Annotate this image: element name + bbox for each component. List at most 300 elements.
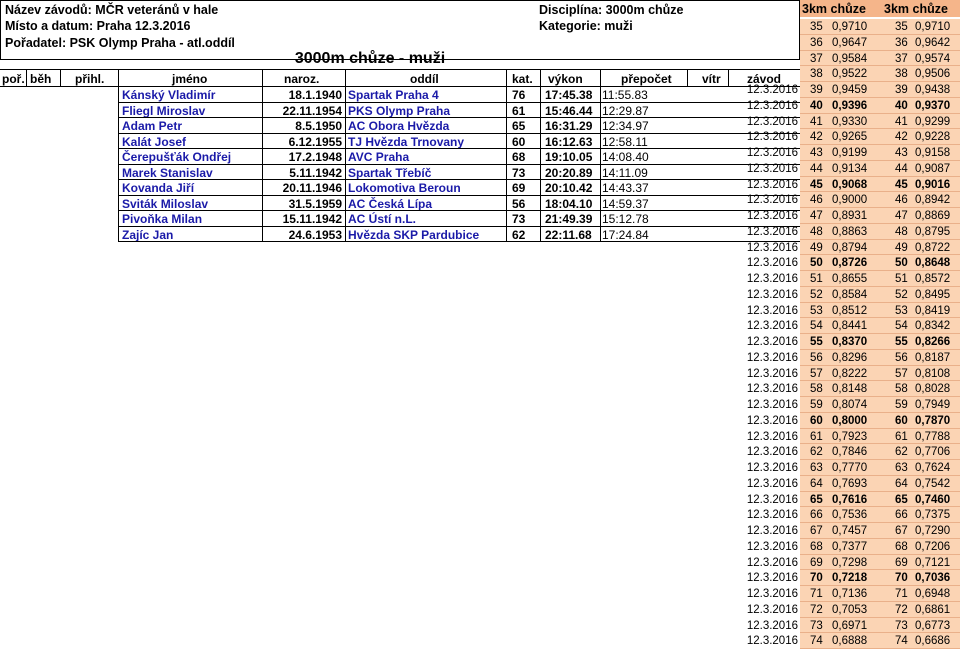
age-a: 47 bbox=[810, 210, 823, 222]
page-title: 3000m chůze - muži bbox=[294, 50, 446, 67]
coef-a: 0,8512 bbox=[832, 304, 868, 317]
age-b: 47 bbox=[895, 210, 908, 222]
coef-b: 0,9574 bbox=[915, 52, 951, 65]
converted-time: 17:24.84 bbox=[602, 227, 649, 242]
club: Lokomotiva Beroun bbox=[348, 181, 461, 195]
coef-a: 0,8655 bbox=[832, 273, 868, 285]
coef-row bbox=[740, 539, 960, 555]
coef-row bbox=[740, 570, 960, 586]
coef-b: 0,7624 bbox=[915, 462, 951, 474]
coef-row bbox=[740, 271, 960, 287]
age-a: 66 bbox=[810, 509, 823, 522]
age-a: 73 bbox=[810, 619, 823, 632]
age-b: 64 bbox=[895, 477, 908, 490]
coef-row bbox=[740, 429, 960, 445]
coef-row bbox=[740, 240, 960, 256]
coef-a: 0,8074 bbox=[832, 399, 868, 411]
birth-date: 24.6.1953 bbox=[288, 227, 342, 242]
age-a: 51 bbox=[810, 273, 823, 285]
coef-b: 0,9370 bbox=[915, 99, 951, 112]
coef-a: 0,8726 bbox=[832, 257, 868, 270]
race-date: 12.3.2016 bbox=[746, 336, 798, 348]
race-date: 12.3.2016 bbox=[746, 619, 798, 632]
category-age: 62 bbox=[512, 227, 526, 242]
coef-cells bbox=[800, 586, 960, 602]
coef-b: 0,7375 bbox=[915, 509, 951, 522]
coef-row bbox=[740, 476, 960, 492]
coef-cells bbox=[800, 381, 960, 397]
coef-row bbox=[740, 334, 960, 350]
age-a: 56 bbox=[810, 351, 823, 364]
race-date: 12.3.2016 bbox=[746, 304, 798, 317]
race-date: 12.3.2016 bbox=[746, 273, 798, 285]
age-b: 39 bbox=[895, 84, 908, 96]
coef-a: 0,7616 bbox=[832, 493, 868, 506]
coef-a: 0,8441 bbox=[832, 320, 868, 333]
coef-cells bbox=[800, 507, 960, 523]
converted-time: 12:34.97 bbox=[602, 119, 649, 133]
coef-a: 0,8296 bbox=[832, 351, 868, 364]
coef-a: 0,7923 bbox=[832, 430, 868, 443]
race-date: 12.3.2016 bbox=[746, 84, 798, 96]
column-divider bbox=[506, 87, 507, 242]
age-a: 59 bbox=[810, 399, 823, 411]
coef-b: 0,7036 bbox=[915, 572, 951, 585]
coef-a: 0,8794 bbox=[832, 241, 868, 254]
coef-b: 0,8266 bbox=[915, 336, 951, 348]
col-club: oddíl bbox=[410, 72, 439, 86]
coef-a: 0,9710 bbox=[832, 21, 868, 33]
coef-row bbox=[740, 192, 960, 208]
category: Kategorie: muži bbox=[539, 19, 633, 33]
coef-row bbox=[740, 19, 960, 35]
col-conv: přepočet bbox=[621, 72, 672, 86]
age-a: 64 bbox=[810, 477, 823, 490]
coef-a: 0,7457 bbox=[832, 525, 868, 537]
race-date: 12.3.2016 bbox=[746, 351, 798, 364]
coef-cells bbox=[800, 366, 960, 382]
coef-cells bbox=[800, 429, 960, 445]
age-a: 40 bbox=[810, 99, 823, 112]
coef-b: 0,9016 bbox=[915, 178, 951, 191]
coef-a: 0,6971 bbox=[832, 619, 868, 632]
coef-row bbox=[740, 303, 960, 319]
coef-b: 0,8108 bbox=[915, 367, 951, 380]
race-date: 12.3.2016 bbox=[746, 430, 798, 443]
performance: 15:46.44 bbox=[545, 103, 593, 118]
category-age: 76 bbox=[512, 88, 526, 102]
coef-cells bbox=[800, 129, 960, 145]
coef-cells bbox=[800, 523, 960, 539]
race-date: 12.3.2016 bbox=[746, 525, 798, 537]
coef-b: 0,6861 bbox=[915, 603, 951, 616]
coef-b: 0,8869 bbox=[915, 210, 951, 222]
athlete-name: Zajíc Jan bbox=[122, 227, 174, 242]
age-b: 40 bbox=[895, 99, 908, 112]
coef-row bbox=[740, 555, 960, 571]
age-b: 70 bbox=[895, 572, 908, 585]
coef-a: 0,8584 bbox=[832, 288, 868, 301]
column-divider bbox=[540, 87, 541, 242]
race-date: 12.3.2016 bbox=[746, 194, 798, 207]
coef-a: 0,9584 bbox=[832, 52, 868, 65]
coef-b: 0,8187 bbox=[915, 351, 951, 364]
column-divider bbox=[118, 87, 119, 242]
age-a: 69 bbox=[810, 556, 823, 569]
coef-a: 0,9330 bbox=[832, 115, 868, 128]
age-b: 63 bbox=[895, 462, 908, 474]
coef-a: 0,9522 bbox=[832, 68, 868, 81]
converted-time: 15:12.78 bbox=[602, 212, 649, 226]
age-b: 48 bbox=[895, 225, 908, 238]
age-b: 72 bbox=[895, 603, 908, 616]
athlete-name: Adam Petr bbox=[122, 119, 183, 133]
age-b: 56 bbox=[895, 351, 908, 364]
performance: 20:10.42 bbox=[545, 181, 593, 195]
age-a: 61 bbox=[810, 430, 823, 443]
coef-row bbox=[740, 224, 960, 240]
age-a: 48 bbox=[810, 225, 823, 238]
column-divider bbox=[262, 87, 263, 242]
converted-time: 12:58.11 bbox=[602, 134, 648, 149]
club: Spartak Třebíč bbox=[348, 165, 432, 180]
coef-row bbox=[740, 350, 960, 366]
race-date: 12.3.2016 bbox=[746, 288, 798, 301]
club: AVC Praha bbox=[348, 150, 410, 164]
age-a: 58 bbox=[810, 383, 823, 396]
column-header-row bbox=[0, 69, 800, 87]
coef-row bbox=[740, 66, 960, 82]
place-date: Místo a datum: Praha 12.3.2016 bbox=[5, 19, 191, 33]
converted-time: 14:59.37 bbox=[602, 196, 649, 211]
coef-cells bbox=[800, 51, 960, 67]
converted-time: 14:08.40 bbox=[602, 150, 649, 164]
athlete-name: Marek Stanislav bbox=[122, 165, 213, 180]
category-age: 68 bbox=[512, 150, 526, 164]
coef-cells bbox=[800, 633, 960, 649]
coef-b: 0,9087 bbox=[915, 162, 951, 175]
age-a: 67 bbox=[810, 525, 823, 537]
category-age: 60 bbox=[512, 134, 526, 149]
coef-cells bbox=[800, 397, 960, 413]
birth-date: 8.5.1950 bbox=[295, 119, 342, 133]
club: Spartak Praha 4 bbox=[348, 88, 439, 102]
race-date: 12.3.2016 bbox=[746, 210, 798, 222]
coef-b: 0,8342 bbox=[915, 320, 951, 333]
race-date: 12.3.2016 bbox=[746, 257, 798, 270]
coef-a: 0,8863 bbox=[832, 225, 868, 238]
age-a: 65 bbox=[810, 493, 823, 506]
converted-time: 14:11.09 bbox=[602, 165, 648, 180]
coef-row bbox=[740, 114, 960, 130]
age-b: 36 bbox=[895, 36, 908, 49]
coef-a: 0,9199 bbox=[832, 147, 868, 159]
coef-b: 0,7949 bbox=[915, 399, 951, 411]
club: PKS Olymp Praha bbox=[348, 103, 451, 118]
age-a: 72 bbox=[810, 603, 823, 616]
organizer: Pořadatel: PSK Olymp Praha - atl.oddíl bbox=[5, 36, 235, 50]
race-date: 12.3.2016 bbox=[746, 540, 798, 553]
age-a: 46 bbox=[810, 194, 823, 207]
coef-row bbox=[740, 618, 960, 634]
coef-b: 0,9438 bbox=[915, 84, 951, 96]
age-b: 51 bbox=[895, 273, 908, 285]
coef-b: 0,8419 bbox=[915, 304, 951, 317]
coef-row bbox=[740, 397, 960, 413]
coef-a: 0,8000 bbox=[832, 414, 868, 427]
coef-cells bbox=[800, 114, 960, 130]
performance: 18:04.10 bbox=[545, 196, 593, 211]
coef-cells bbox=[800, 240, 960, 256]
coef-row bbox=[740, 51, 960, 67]
race-date: 12.3.2016 bbox=[746, 320, 798, 333]
athlete-name: Kovanda Jiří bbox=[122, 181, 195, 195]
age-a: 39 bbox=[810, 84, 823, 96]
age-a: 55 bbox=[810, 336, 823, 348]
coef-b: 0,8942 bbox=[915, 194, 951, 207]
coef-b: 0,8722 bbox=[915, 241, 951, 254]
race-date: 12.3.2016 bbox=[746, 115, 798, 128]
coef-cells bbox=[800, 287, 960, 303]
category-age: 65 bbox=[512, 119, 526, 133]
coef-row bbox=[740, 413, 960, 429]
age-a: 57 bbox=[810, 367, 823, 380]
coef-b: 0,9299 bbox=[915, 115, 951, 128]
age-b: 53 bbox=[895, 304, 908, 317]
age-a: 44 bbox=[810, 162, 823, 175]
age-b: 49 bbox=[895, 241, 908, 254]
birth-date: 18.1.1940 bbox=[288, 88, 342, 102]
race-name: Název závodů: MČR veteránů v hale bbox=[5, 3, 219, 17]
coef-b: 0,9506 bbox=[915, 68, 951, 81]
coef-cells bbox=[800, 82, 960, 98]
coef-row bbox=[740, 381, 960, 397]
club: AC Ústí n.L. bbox=[348, 212, 416, 226]
age-b: 66 bbox=[895, 509, 908, 522]
coef-cells bbox=[800, 618, 960, 634]
coef-header-1: 3km chůze bbox=[802, 2, 866, 16]
age-b: 57 bbox=[895, 367, 908, 380]
coef-cells bbox=[800, 208, 960, 224]
coef-row bbox=[740, 633, 960, 649]
race-date: 12.3.2016 bbox=[746, 635, 798, 648]
age-a: 41 bbox=[810, 115, 823, 128]
coef-b: 0,7870 bbox=[915, 414, 951, 427]
club: TJ Hvězda Trnovany bbox=[348, 134, 465, 149]
birth-date: 5.11.1942 bbox=[289, 165, 342, 180]
race-date: 12.3.2016 bbox=[746, 399, 798, 411]
coef-header bbox=[800, 0, 960, 17]
coef-row bbox=[740, 602, 960, 618]
coef-a: 0,7536 bbox=[832, 509, 868, 522]
coef-row bbox=[740, 255, 960, 271]
coef-cells bbox=[800, 555, 960, 571]
category-age: 73 bbox=[512, 165, 526, 180]
birth-date: 17.2.1948 bbox=[288, 150, 342, 164]
birth-date: 20.11.1946 bbox=[282, 181, 342, 195]
col-heat: běh bbox=[30, 72, 52, 86]
coef-cells bbox=[800, 350, 960, 366]
coef-row bbox=[740, 35, 960, 51]
race-date: 12.3.2016 bbox=[746, 446, 798, 459]
coef-row bbox=[740, 366, 960, 382]
column-divider bbox=[345, 87, 346, 242]
coef-cells bbox=[800, 303, 960, 319]
athlete-name: Sviták Miloslav bbox=[122, 196, 209, 211]
category-age: 56 bbox=[512, 196, 526, 211]
age-a: 70 bbox=[810, 572, 823, 585]
coef-b: 0,9228 bbox=[915, 131, 951, 144]
coef-a: 0,9134 bbox=[832, 162, 868, 175]
coef-b: 0,7706 bbox=[915, 446, 951, 459]
race-date: 12.3.2016 bbox=[746, 493, 798, 506]
age-a: 35 bbox=[810, 21, 823, 33]
age-b: 68 bbox=[895, 540, 908, 553]
performance: 20:20.89 bbox=[545, 165, 593, 180]
coef-cells bbox=[800, 177, 960, 193]
coef-cells bbox=[800, 192, 960, 208]
coef-b: 0,6948 bbox=[915, 588, 951, 600]
performance: 16:12.63 bbox=[545, 134, 593, 149]
category-age: 69 bbox=[512, 181, 526, 195]
coef-row bbox=[740, 98, 960, 114]
coef-a: 0,9459 bbox=[832, 84, 868, 96]
coef-row bbox=[740, 161, 960, 177]
birth-date: 31.5.1959 bbox=[288, 196, 342, 211]
coef-b: 0,7206 bbox=[915, 540, 951, 553]
category-age: 73 bbox=[512, 212, 526, 226]
coef-row bbox=[740, 129, 960, 145]
coef-a: 0,7770 bbox=[832, 462, 868, 474]
age-a: 36 bbox=[810, 36, 823, 49]
age-b: 43 bbox=[895, 147, 908, 159]
coef-a: 0,7218 bbox=[832, 572, 868, 585]
coef-a: 0,8931 bbox=[832, 210, 868, 222]
age-a: 54 bbox=[810, 320, 823, 333]
race-date: 12.3.2016 bbox=[746, 147, 798, 159]
birth-date: 6.12.1955 bbox=[288, 134, 342, 149]
coef-a: 0,7377 bbox=[832, 540, 868, 553]
age-b: 55 bbox=[895, 336, 908, 348]
race-date: 12.3.2016 bbox=[746, 225, 798, 238]
age-b: 62 bbox=[895, 446, 908, 459]
race-date: 12.3.2016 bbox=[746, 603, 798, 616]
age-b: 35 bbox=[895, 21, 908, 33]
age-a: 53 bbox=[810, 304, 823, 317]
age-a: 52 bbox=[810, 288, 823, 301]
col-wind: vítr bbox=[702, 72, 721, 86]
category-age: 61 bbox=[512, 103, 526, 118]
race-date: 12.3.2016 bbox=[746, 588, 798, 600]
coef-b: 0,7290 bbox=[915, 525, 951, 537]
coef-b: 0,7460 bbox=[915, 493, 951, 506]
coef-b: 0,7121 bbox=[915, 556, 951, 569]
coef-a: 0,9396 bbox=[832, 99, 868, 112]
coef-cells bbox=[800, 460, 960, 476]
athlete-name: Kánský Vladimír bbox=[122, 88, 216, 102]
race-date: 12.3.2016 bbox=[746, 556, 798, 569]
age-b: 58 bbox=[895, 383, 908, 396]
coef-a: 0,9068 bbox=[832, 178, 868, 191]
club: Hvězda SKP Pardubice bbox=[348, 227, 480, 242]
age-a: 74 bbox=[810, 635, 823, 648]
age-b: 42 bbox=[895, 131, 908, 144]
coef-a: 0,8370 bbox=[832, 336, 868, 348]
age-a: 50 bbox=[810, 257, 823, 270]
birth-date: 22.11.1954 bbox=[282, 103, 342, 118]
coef-a: 0,8222 bbox=[832, 367, 868, 380]
coef-b: 0,9642 bbox=[915, 36, 951, 49]
coef-row bbox=[740, 318, 960, 334]
coef-cells bbox=[800, 318, 960, 334]
coef-cells bbox=[800, 145, 960, 161]
coef-cells bbox=[800, 492, 960, 508]
age-b: 69 bbox=[895, 556, 908, 569]
coef-cells bbox=[800, 476, 960, 492]
coef-cells bbox=[800, 413, 960, 429]
club: AC Obora Hvězda bbox=[348, 119, 450, 133]
performance: 17:45.38 bbox=[545, 88, 593, 102]
coef-b: 0,6773 bbox=[915, 619, 951, 632]
age-b: 65 bbox=[895, 493, 908, 506]
race-date: 12.3.2016 bbox=[746, 178, 798, 191]
performance: 16:31.29 bbox=[545, 119, 593, 133]
col-bib: přihl. bbox=[75, 72, 105, 86]
race-date: 12.3.2016 bbox=[746, 367, 798, 380]
discipline: Disciplína: 3000m chůze bbox=[539, 3, 684, 17]
col-born: naroz. bbox=[284, 72, 320, 86]
coef-b: 0,8495 bbox=[915, 288, 951, 301]
converted-time: 14:43.37 bbox=[602, 181, 649, 195]
athlete-name: Čerepušťák Ondřej bbox=[122, 150, 232, 164]
age-a: 42 bbox=[810, 131, 823, 144]
age-b: 45 bbox=[895, 178, 908, 191]
birth-date: 15.11.1942 bbox=[282, 212, 342, 226]
coef-cells bbox=[800, 570, 960, 586]
coef-b: 0,7788 bbox=[915, 430, 951, 443]
coef-row bbox=[740, 492, 960, 508]
performance: 22:11.68 bbox=[545, 227, 592, 242]
coef-b: 0,7542 bbox=[915, 477, 951, 490]
race-date: 12.3.2016 bbox=[746, 477, 798, 490]
col-name: jméno bbox=[172, 72, 208, 86]
coef-cells bbox=[800, 161, 960, 177]
coef-row bbox=[740, 460, 960, 476]
col-perf: výkon bbox=[548, 72, 583, 86]
athlete-name: Pivoňka Milan bbox=[122, 212, 203, 226]
age-b: 46 bbox=[895, 194, 908, 207]
race-date: 12.3.2016 bbox=[746, 383, 798, 396]
converted-time: 11:55.83 bbox=[602, 88, 648, 102]
coef-cells bbox=[800, 66, 960, 82]
coef-row bbox=[740, 82, 960, 98]
athlete-name: Kalát Josef bbox=[122, 134, 187, 149]
age-b: 37 bbox=[895, 52, 908, 65]
coef-header-2: 3km chůze bbox=[884, 2, 948, 16]
coef-row bbox=[740, 177, 960, 193]
race-date: 12.3.2016 bbox=[746, 162, 798, 175]
coef-row bbox=[740, 145, 960, 161]
coef-b: 0,9158 bbox=[915, 147, 951, 159]
coef-cells bbox=[800, 602, 960, 618]
column-divider bbox=[600, 87, 601, 242]
performance: 19:10.05 bbox=[545, 150, 593, 164]
age-b: 41 bbox=[895, 115, 908, 128]
converted-time: 12:29.87 bbox=[602, 103, 649, 118]
coef-a: 0,7053 bbox=[832, 603, 868, 616]
coef-row bbox=[740, 444, 960, 460]
race-date: 12.3.2016 bbox=[746, 572, 798, 585]
